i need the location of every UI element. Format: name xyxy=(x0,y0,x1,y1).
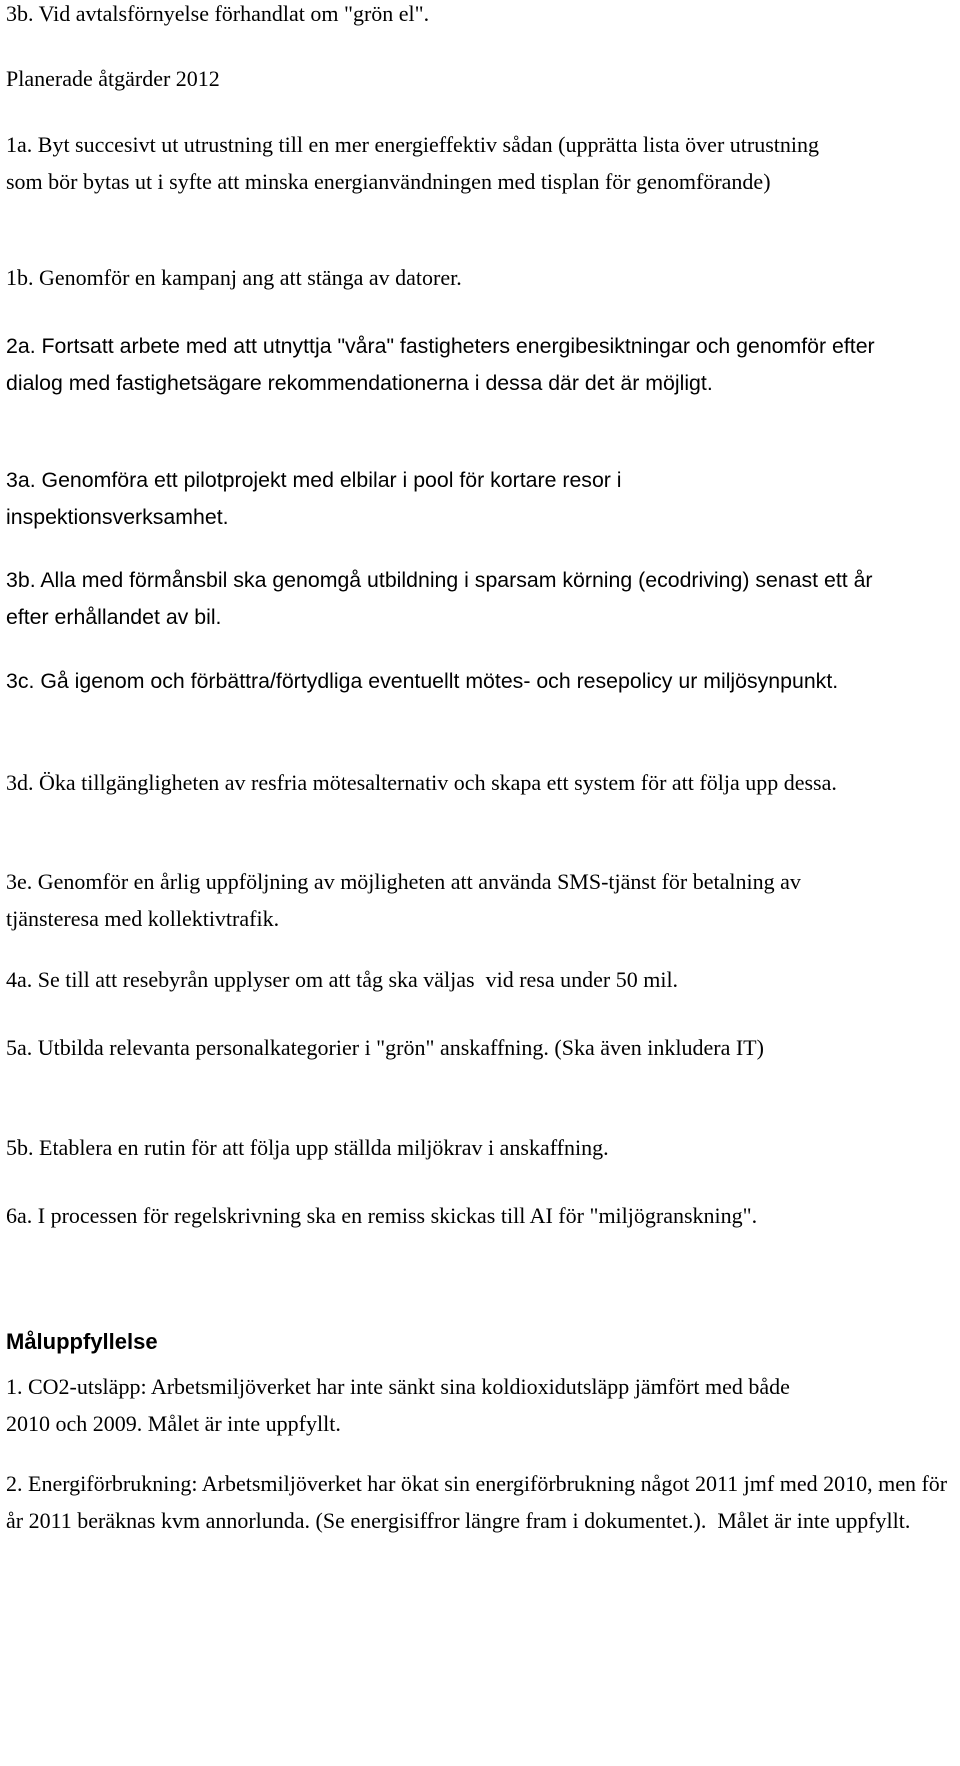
paragraph-5a: 5a. Utbilda relevanta personalkategorier i "grön" anskaffning. (Ska även inkludera IT) xyxy=(6,1035,764,1060)
paragraph-energy: 2. Energiförbrukning: Arbetsmiljöverket har ökat sin energiförbrukning något 2011 jmf med 2010, men för år 2011 beräknas kvm annorlunda. (Se energisiffror längre fram i dokumentet.). Målet är inte uppfyllt. xyxy=(6,1471,953,1533)
planned-actions-heading: Planerade åtgärder 2012 xyxy=(6,66,220,91)
paragraph-3b-ecodriving: 3b. Alla med förmånsbil ska genomgå utbildning i sparsam körning (ecodriving) senast ett år efter erhållandet av bil. xyxy=(6,568,873,629)
section-heading-maluppfyllelse: Måluppfyllelse xyxy=(6,1329,158,1354)
paragraph-3c: 3c. Gå igenom och förbättra/förtydliga eventuellt mötes- och resepolicy ur miljösynpunkt. xyxy=(6,669,839,693)
paragraph-6a: 6a. I processen för regelskrivning ska en remiss skickas till AI för "miljögranskning". xyxy=(6,1203,758,1228)
paragraph-5b: 5b. Etablera en rutin för att följa upp ställda miljökrav i anskaffning. xyxy=(6,1135,609,1160)
paragraph-3a: 3a. Genomföra ett pilotprojekt med elbilar i pool för kortare resor i inspektionsverksamhet. xyxy=(6,468,622,529)
paragraph-4a: 4a. Se till att resebyrån upplyser om att tåg ska väljas vid resa under 50 mil. xyxy=(6,967,679,992)
paragraph-2a: 2a. Fortsatt arbete med att utnyttja "våra" fastigheters energibesiktningar och genomför efter dialog med fastighetsägare rekommendationerna i dessa där det är möjligt. xyxy=(6,334,875,395)
paragraph-3b-gron-el: 3b. Vid avtalsförnyelse förhandlat om "grön el". xyxy=(6,1,430,26)
paragraph-1b: 1b. Genomför en kampanj ang att stänga av datorer. xyxy=(6,265,462,290)
paragraph-co2: 1. CO2-utsläpp: Arbetsmiljöverket har inte sänkt sina koldioxidutsläpp jämfört med både 2010 och 2009. Målet är inte uppfyllt. xyxy=(6,1374,790,1436)
paragraph-1a: 1a. Byt succesivt ut utrustning till en mer energieffektiv sådan (upprätta lista över utrustning som bör bytas ut i syfte att minska energianvändningen med tisplan för genomförande) xyxy=(6,132,820,194)
paragraph-3d: 3d. Öka tillgängligheten av resfria mötesalternativ och skapa ett system för att följa upp dessa. xyxy=(6,770,837,795)
paragraph-3e: 3e. Genomför en årlig uppföljning av möjligheten att använda SMS-tjänst för betalning av tjänsteresa med kollektivtrafik. xyxy=(6,869,801,931)
